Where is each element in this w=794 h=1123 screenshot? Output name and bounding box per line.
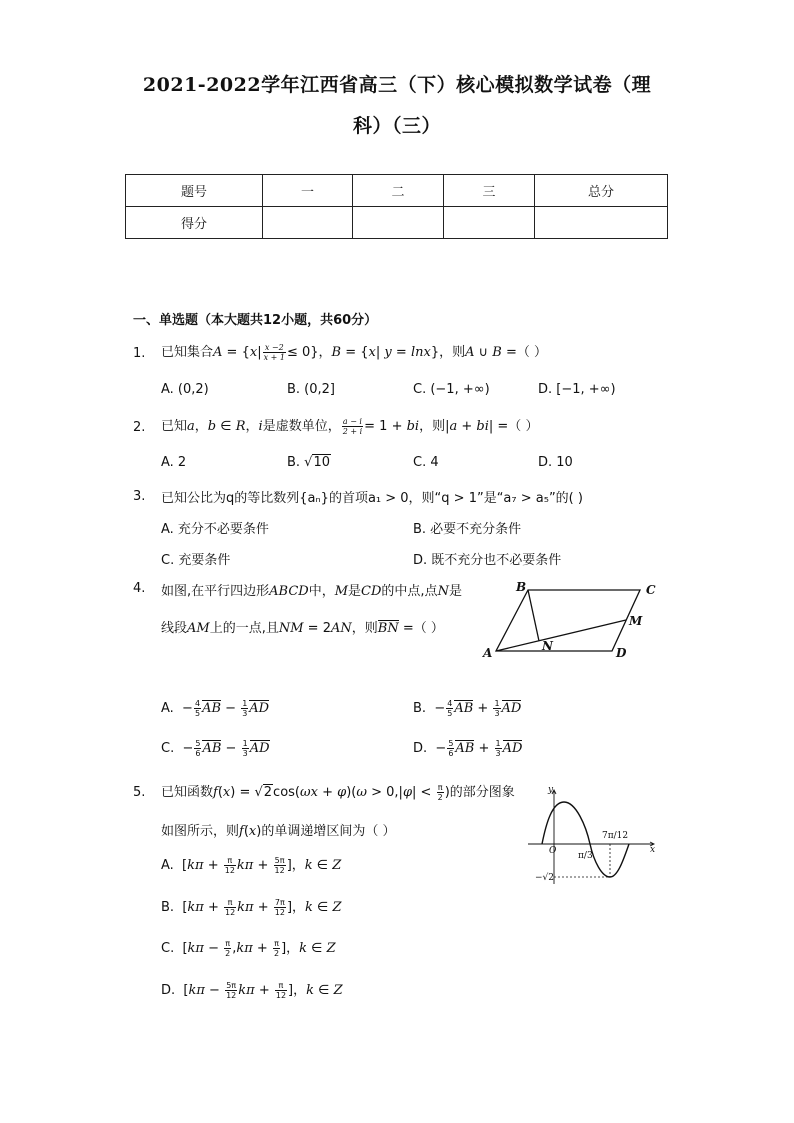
question-5-text-line-1: 已知函数f(x) = √2cos(ωx + φ)(ω > 0,|φ| < $\frac{\pi}{2}$ )的部分图象 bbox=[161, 783, 515, 802]
question-3-option-b[interactable]: B. 必要不充分条件 bbox=[413, 522, 522, 537]
cosine-graph-figure bbox=[526, 780, 660, 888]
header-cell-part-3: 三 bbox=[444, 175, 535, 207]
question-4-option-d[interactable]: D. − $\frac{5}{6}$ AB + $\frac{1}{3}$ AD bbox=[413, 739, 523, 758]
question-1-option-b[interactable]: B. (0,2] bbox=[287, 382, 336, 397]
score-table-score-row bbox=[126, 207, 668, 239]
page-title-line-1: 2021-2022学年江西省高三（下）核心模拟数学试卷（理 bbox=[142, 74, 652, 96]
question-2-option-c[interactable]: C. 4 bbox=[413, 455, 439, 470]
question-2-number: 2. bbox=[133, 420, 146, 435]
question-2-option-d[interactable]: D. 10 bbox=[538, 455, 573, 470]
question-5-option-c[interactable]: C. [kπ − $\frac{\pi}{2}$ ,kπ + $\frac{\pi}{2}$ ]，k ∈ Z bbox=[161, 939, 336, 958]
parallelogram-abcd bbox=[496, 590, 640, 651]
label-m: M bbox=[629, 614, 643, 628]
label-a: A bbox=[483, 646, 493, 660]
question-3-option-a[interactable]: A. 充分不必要条件 bbox=[161, 522, 269, 537]
label-d: D bbox=[616, 646, 627, 660]
score-cell-part-1[interactable] bbox=[263, 207, 353, 239]
question-4-option-c[interactable]: C. − $\frac{5}{6}$ AB − $\frac{1}{3}$ AD bbox=[161, 739, 270, 758]
question-1-number: 1. bbox=[133, 346, 146, 361]
question-2-option-a[interactable]: A. 2 bbox=[161, 455, 187, 470]
score-table-header-row bbox=[126, 175, 668, 207]
header-cell-number: 题号 bbox=[126, 175, 263, 207]
question-2-text: 已知a，b ∈ R，i是虚数单位， $\frac{a - i}{2 + i}$ = 1 + bi，则|a + bi| =（ ） bbox=[161, 417, 539, 436]
question-1-option-d[interactable]: D. [−1, +∞) bbox=[538, 382, 616, 397]
question-4-option-b[interactable]: B. − $\frac{4}{5}$ AB + $\frac{1}{3}$ AD bbox=[413, 699, 522, 718]
section-heading: 一、单选题（本大题共12小题，共60分） bbox=[133, 313, 378, 328]
question-5-text-line-2: 如图所示，则f(x)的单调递增区间为（ ） bbox=[161, 824, 396, 839]
question-2-option-b[interactable]: B. √10 bbox=[287, 455, 331, 470]
label-c: C bbox=[646, 583, 656, 597]
question-5-option-b[interactable]: B. [kπ + $\frac{\pi}{12}$ kπ + $\frac{7\pi}{12}$ ]，k ∈ Z bbox=[161, 898, 342, 917]
tick-label-7pi-12: 7π/12 bbox=[602, 831, 629, 841]
question-3-option-c[interactable]: C. 充要条件 bbox=[161, 553, 231, 568]
header-cell-part-1: 一 bbox=[263, 175, 353, 207]
question-4-text-line-2: 线段AM上的一点,且NM = 2AN，则BN =（ ） bbox=[161, 621, 444, 636]
question-3-number: 3. bbox=[133, 489, 146, 504]
page-title-line-2: 科）（三） bbox=[352, 115, 441, 137]
score-cell-part-3[interactable] bbox=[444, 207, 535, 239]
question-1-option-a[interactable]: A. (0,2) bbox=[161, 382, 209, 397]
question-1-text: 已知集合A = {x| $\frac{x -2}{x + 1}$ ≤ 0}，B = {x| y = lnx}，则A ∪ B =（ ） bbox=[161, 343, 547, 362]
question-4-text-line-1: 如图,在平行四边形ABCD中，M是CD的中点,点N是 bbox=[161, 584, 462, 599]
score-cell-part-2[interactable] bbox=[353, 207, 444, 239]
y-axis-label: y bbox=[548, 785, 554, 795]
segment-bn bbox=[528, 590, 539, 641]
parallelogram-figure bbox=[478, 578, 668, 664]
header-cell-total: 总分 bbox=[535, 175, 668, 207]
x-axis-label: x bbox=[650, 845, 656, 855]
question-4-option-a[interactable]: A. − $\frac{4}{5}$ AB − $\frac{1}{3}$ AD bbox=[161, 699, 270, 718]
label-b: B bbox=[516, 580, 527, 594]
question-1-option-c[interactable]: C. (−1, +∞) bbox=[413, 382, 490, 397]
origin-label: O bbox=[549, 846, 557, 856]
score-table bbox=[125, 174, 668, 239]
question-3-option-d[interactable]: D. 既不充分也不必要条件 bbox=[413, 553, 562, 568]
min-value-label: −√2 bbox=[535, 873, 555, 883]
segment-am bbox=[496, 620, 626, 651]
score-row-label: 得分 bbox=[126, 207, 263, 239]
score-cell-total[interactable] bbox=[535, 207, 668, 239]
question-5-number: 5. bbox=[133, 785, 146, 800]
tick-label-pi-3: π/3 bbox=[578, 851, 593, 861]
header-cell-part-2: 二 bbox=[353, 175, 444, 207]
question-5-option-d[interactable]: D. [kπ − $\frac{5\pi}{12}$ kπ + $\frac{\pi}{12}$ ]，k ∈ Z bbox=[161, 981, 343, 1000]
question-4-number: 4. bbox=[133, 581, 146, 596]
question-3-text: 已知公比为q的等比数列{aₙ}的首项a₁ > 0，则“q > 1”是“a₇ > a₅”的( ) bbox=[161, 491, 583, 506]
question-5-option-a[interactable]: A. [kπ + $\frac{\pi}{12}$ kπ + $\frac{5\pi}{12}$ ]，k ∈ Z bbox=[161, 856, 342, 875]
label-n: N bbox=[542, 639, 553, 653]
